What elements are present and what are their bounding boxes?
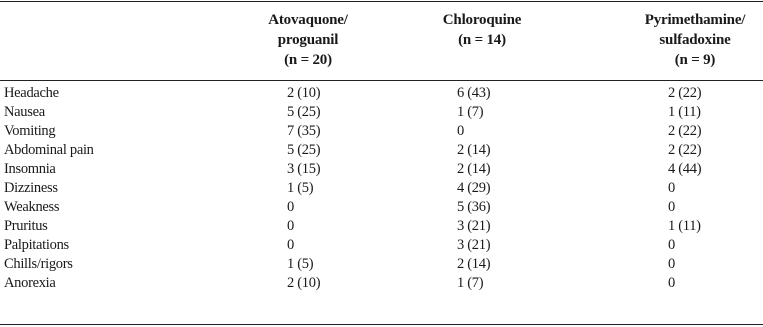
table-cell: 0 [668, 237, 675, 253]
table-cell: 2 (14) [457, 161, 491, 177]
row-label: Vomiting [4, 123, 56, 139]
table-cell: 1 (11) [668, 104, 701, 120]
row-label: Abdominal pain [4, 142, 94, 158]
table-cell: 2 (22) [668, 123, 702, 139]
table-cell: 5 (25) [287, 104, 321, 120]
table-cell: 5 (25) [287, 142, 321, 158]
row-label: Dizziness [4, 180, 58, 196]
table-cell: 7 (35) [287, 123, 321, 139]
table-cell: 2 (14) [457, 142, 491, 158]
table-cell: 2 (22) [668, 85, 702, 101]
header-line: (n = 14) [458, 32, 506, 48]
table-cell: 1 (7) [457, 104, 484, 120]
header-line: Atovaquone/ [268, 12, 348, 28]
table-cell: 2 (22) [668, 142, 702, 158]
table-row [0, 122, 763, 141]
header-line: sulfadoxine [659, 32, 731, 48]
header-line: (n = 9) [674, 52, 716, 68]
bottom-rule [0, 324, 763, 325]
table-cell: 2 (10) [287, 85, 321, 101]
table-row [0, 84, 763, 103]
table-cell: 1 (5) [287, 256, 314, 272]
row-label: Palpitations [4, 237, 69, 253]
table-cell: 1 (11) [668, 218, 701, 234]
header-line: Chloroquine [442, 12, 522, 28]
top-rule [0, 1, 763, 2]
header-line: Pyrimethamine/ [644, 12, 746, 28]
table-cell: 0 [668, 256, 675, 272]
table-cell: 0 [287, 199, 294, 215]
table-row [0, 198, 763, 217]
table-cell: 1 (7) [457, 275, 484, 291]
table-cell: 4 (44) [668, 161, 702, 177]
row-label: Nausea [4, 104, 45, 120]
table-row [0, 236, 763, 255]
table-cell: 0 [457, 123, 464, 139]
table-row [0, 274, 763, 293]
row-label: Pruritus [4, 218, 48, 234]
row-label: Insomnia [4, 161, 56, 177]
column-header-chloroquine [432, 10, 532, 50]
table-cell: 6 (43) [457, 85, 491, 101]
table-cell: 2 (10) [287, 275, 321, 291]
table-row [0, 179, 763, 198]
column-header-atovaquone-proguanil [258, 10, 358, 70]
row-label: Anorexia [4, 275, 56, 291]
table-cell: 0 [668, 275, 675, 291]
table-body [0, 84, 763, 293]
table-row [0, 141, 763, 160]
table-cell: 0 [668, 180, 675, 196]
table-cell: 3 (21) [457, 218, 491, 234]
row-label: Chills/rigors [4, 256, 73, 272]
row-label: Headache [4, 85, 59, 101]
table-row [0, 217, 763, 236]
header-line: proguanil [277, 32, 339, 48]
table-cell: 2 (14) [457, 256, 491, 272]
column-header-pyrimethamine-sulfadoxine [630, 10, 760, 70]
table-cell: 4 (29) [457, 180, 491, 196]
table-cell: 1 (5) [287, 180, 314, 196]
table-cell: 3 (21) [457, 237, 491, 253]
table-row [0, 255, 763, 274]
row-label: Weakness [4, 199, 60, 215]
table-row [0, 103, 763, 122]
table-cell: 0 [668, 199, 675, 215]
table-cell: 0 [287, 218, 294, 234]
table-row [0, 160, 763, 179]
table-cell: 5 (36) [457, 199, 491, 215]
header-rule [0, 80, 763, 81]
header-line: (n = 20) [284, 52, 332, 68]
table-cell: 0 [287, 237, 294, 253]
table-cell: 3 (15) [287, 161, 321, 177]
